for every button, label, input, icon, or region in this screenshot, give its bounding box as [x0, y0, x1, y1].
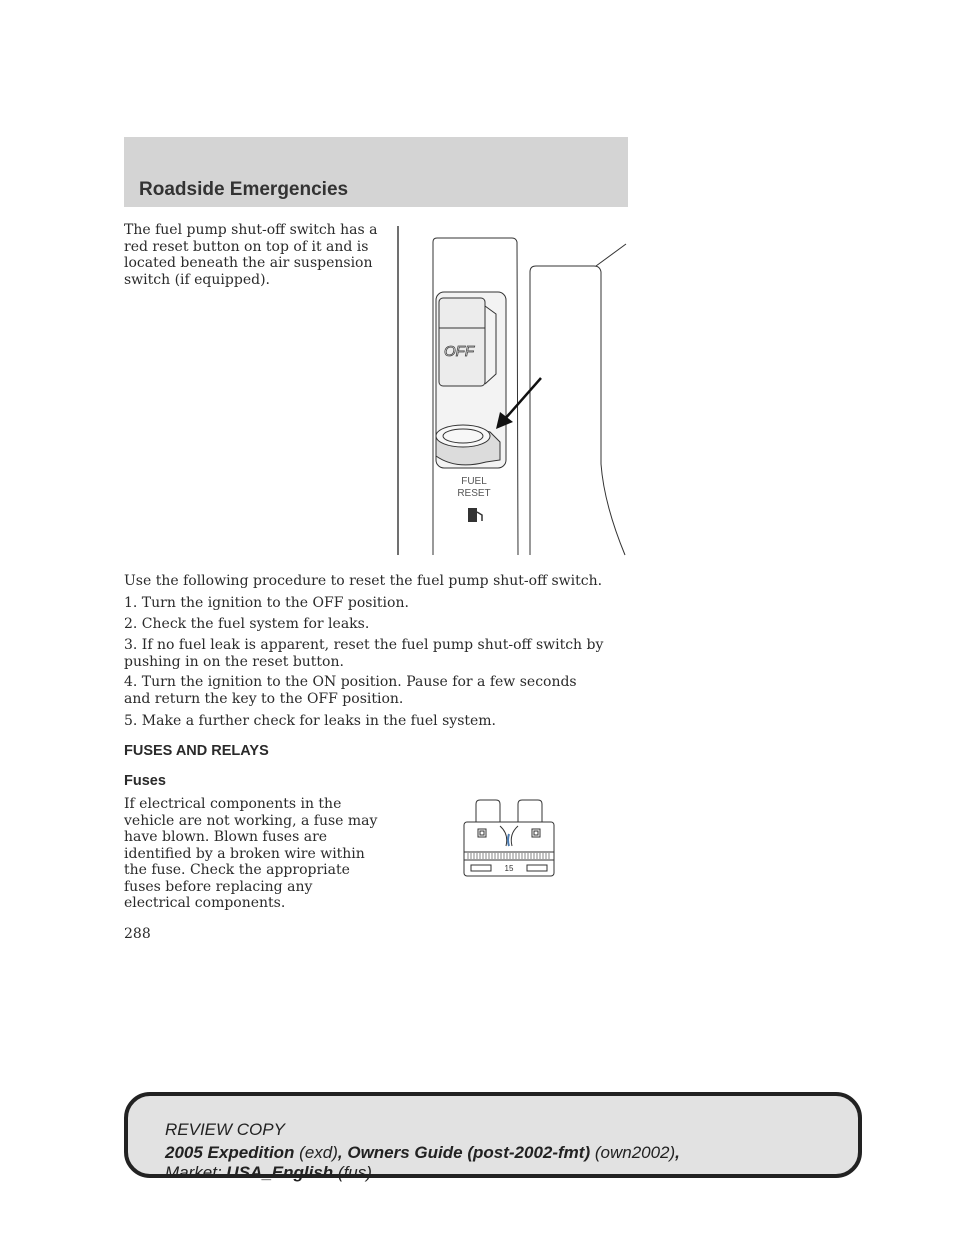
- market-label: Market:: [165, 1163, 222, 1182]
- fuel-label: FUEL: [461, 476, 487, 487]
- market-code: (fus): [337, 1163, 372, 1182]
- section-header-band: [124, 137, 628, 207]
- market-value: USA_English: [226, 1163, 334, 1182]
- step-5: 5. Make a further check for leaks in the fuel system.: [124, 713, 497, 729]
- intro-paragraph: The fuel pump shut-off switch has a red reset button on top of it and is located beneath the air suspension switch (if equipped).: [124, 222, 378, 288]
- model-code: (exd): [299, 1143, 338, 1162]
- review-copy-footer: [124, 1092, 862, 1182]
- fuel-pump-switch-illustration: [396, 224, 628, 556]
- off-label: OFF: [444, 343, 474, 360]
- fuse-illustration: [462, 798, 556, 878]
- page-number: 288: [124, 926, 151, 942]
- fuse-rating: 15: [504, 864, 514, 873]
- subheading: Fuses: [124, 773, 166, 789]
- reset-label: RESET: [457, 488, 491, 499]
- procedure-intro: Use the following procedure to reset the fuel pump shut-off switch.: [124, 573, 603, 589]
- section-title: Roadside Emergencies: [139, 179, 349, 200]
- section-heading: FUSES AND RELAYS: [124, 743, 269, 759]
- fuel-pump-icon: [468, 508, 482, 522]
- step-2: 2. Check the fuel system for leaks.: [124, 616, 370, 632]
- guide-name: , Owners Guide (post-2002-fmt): [337, 1143, 591, 1162]
- publication-line: [165, 1143, 680, 1163]
- separator: ,: [675, 1143, 680, 1162]
- market-line: [165, 1163, 372, 1183]
- step-4: 4. Turn the ignition to the ON position. Pause for a few seconds and return the key to the OFF position.: [124, 674, 577, 707]
- guide-code: (own2002): [594, 1143, 676, 1162]
- review-copy-label: REVIEW COPY: [165, 1120, 285, 1139]
- step-1: 1. Turn the ignition to the OFF position.: [124, 595, 409, 611]
- model-name: 2005 Expedition: [165, 1143, 295, 1162]
- fuse-paragraph: If electrical components in the vehicle are not working, a fuse may have blown. Blown fuses are identified by a broken wire within the fuse. Check the appropriate fuses before replacing any electrical components.: [124, 796, 378, 911]
- step-3: 3. If no fuel leak is apparent, reset the fuel pump shut-off switch by pushing in on the reset button.: [124, 637, 604, 670]
